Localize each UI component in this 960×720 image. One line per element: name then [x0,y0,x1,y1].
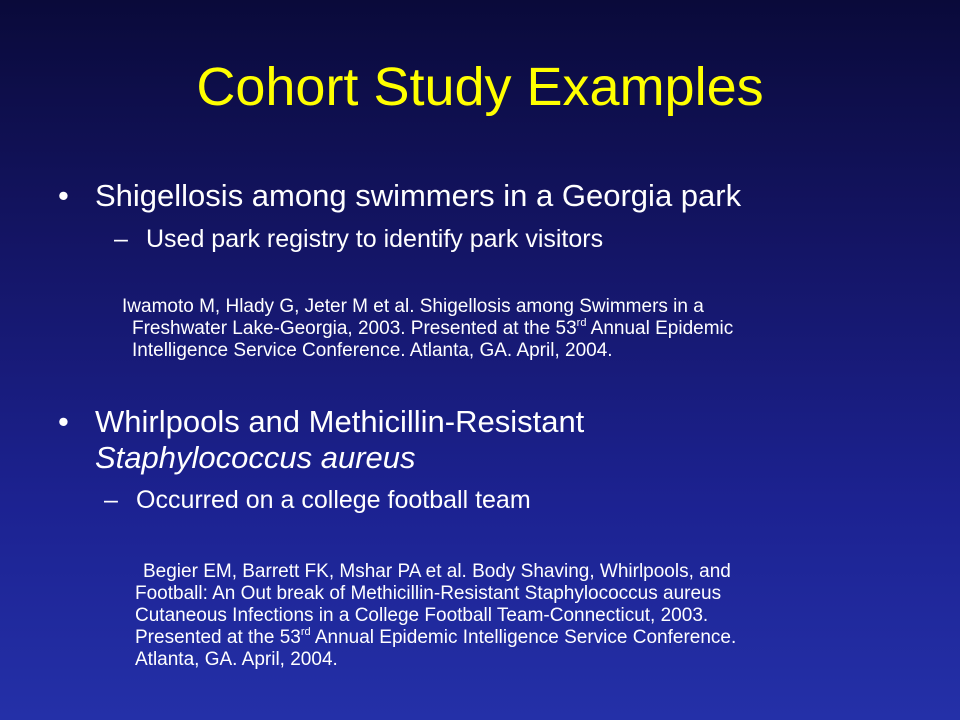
reference-line: Atlanta, GA. April, 2004. [135,649,338,670]
slide-title: Cohort Study Examples [196,57,764,117]
dash-icon: – [114,225,128,253]
dash-icon: – [104,486,118,514]
reference-iwamoto [122,296,734,362]
bullet-text: Shigellosis among swimmers in a Georgia park [95,178,742,213]
reference-line: Intelligence Service Conference. Atlanta, GA. April, 2004. [132,340,613,361]
reference-line: Cutaneous Infections in a College Football Team-Connecticut, 2003. [135,605,709,626]
bullet-text: Whirlpools and Methicillin-Resistant [95,404,585,439]
bullet-text-italic: Staphylococcus aureus [95,440,416,475]
reference-begier [135,561,736,671]
reference-line: Begier EM, Barrett FK, Mshar PA et al. Body Shaving, Whirlpools, and [143,561,731,582]
reference-line: Presented at the 53rd Annual Epidemic Intelligence Service Conference. [135,626,737,648]
bullet-icon: • [58,178,69,213]
sub-bullet-text: Used park registry to identify park visitors [146,225,604,253]
sub-bullet-text: Occurred on a college football team [136,486,531,514]
reference-line: Freshwater Lake-Georgia, 2003. Presented at the 53rd Annual Epidemic [132,317,734,339]
reference-line: Iwamoto M, Hlady G, Jeter M et al. Shigellosis among Swimmers in a [122,296,704,317]
bullet-icon: • [58,404,69,439]
reference-line: Football: An Out break of Methicillin-Resistant Staphylococcus aureus [135,583,722,604]
